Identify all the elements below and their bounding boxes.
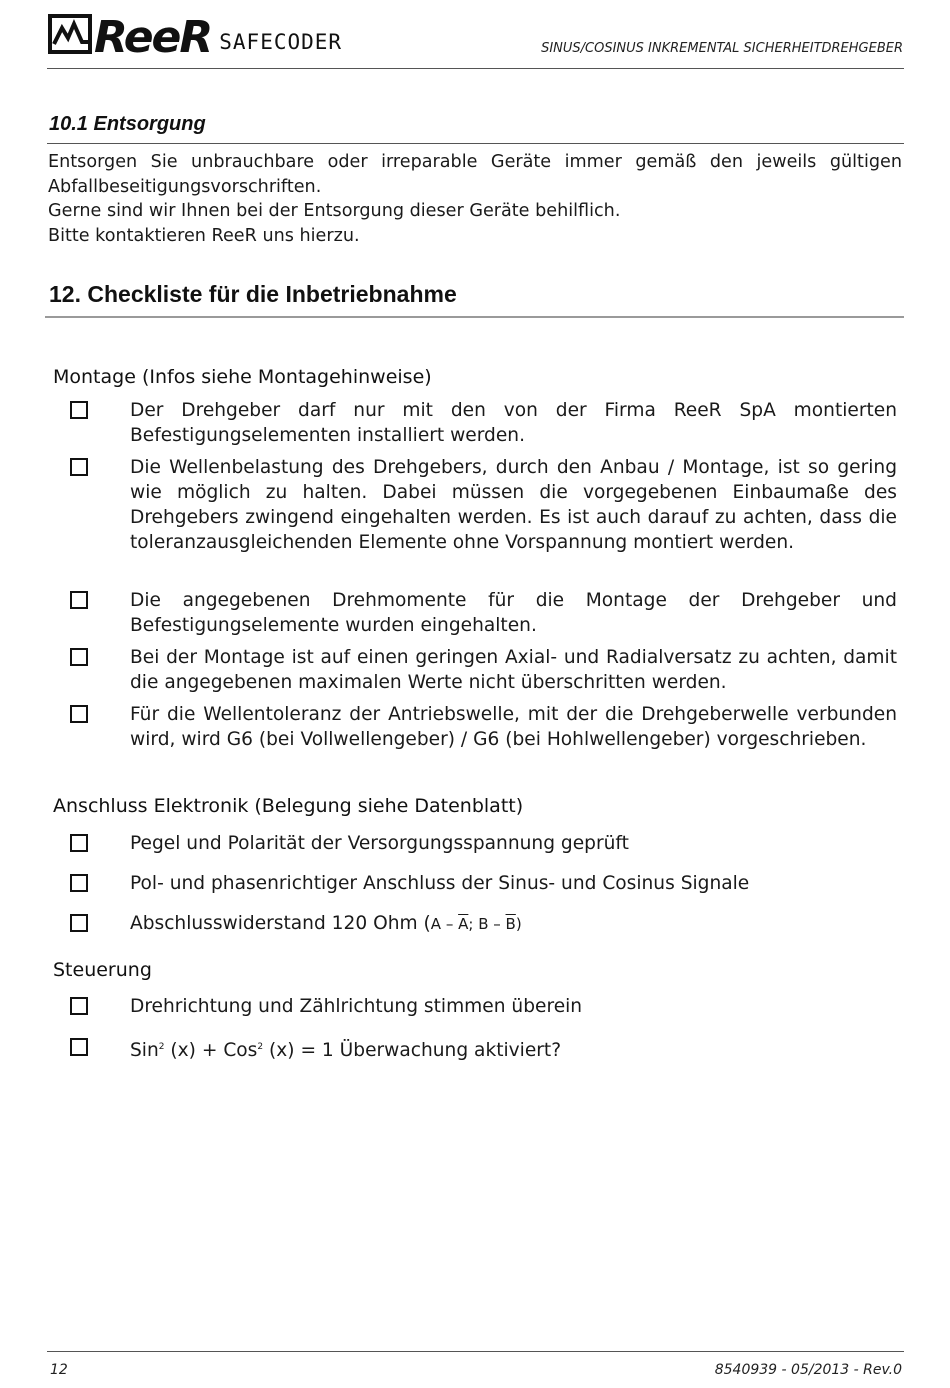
checkbox[interactable] xyxy=(70,591,88,609)
signal-b: B xyxy=(478,915,489,933)
checkbox[interactable] xyxy=(70,705,88,723)
checklist-item-text: Die Wellenbelastung des Drehgebers, durch den Anbau / Montage, ist so gering wie möglich zu halten. Dabei müssen die vorgegebenen Einbaumaße des Drehgebers zwingend eingehalten werden. Es ist auch darauf zu achten, dass die toleranzausgleichenden Elemente ohne Vorspannung montiert werden. xyxy=(130,457,897,553)
checklist-item-text: Für die Wellentoleranz der Antriebswelle, mit der die Drehgeberwelle verbunden wird, wird G6 (bei Vollwellengeber) / G6 (bei Hohlwellengeber) vorgeschrieben. xyxy=(130,704,897,750)
checklist-item[interactable] xyxy=(70,398,897,448)
checklist-item-text: Drehrichtung und Zählrichtung stimmen überein xyxy=(130,996,583,1017)
document-reference: 8540939 - 05/2013 - Rev.0 xyxy=(714,1362,902,1378)
separator: – xyxy=(488,915,506,933)
header-divider xyxy=(47,68,904,69)
reer-logo-mark-icon xyxy=(48,14,92,54)
checklist-item[interactable] xyxy=(70,994,897,1019)
checklist-item[interactable] xyxy=(70,645,897,695)
formula-exponent: 2 xyxy=(158,1042,165,1052)
formula-mid: (x) + Cos xyxy=(164,1040,258,1062)
checklist-item-text-formula xyxy=(130,1035,897,1063)
checklist-item-text: Der Drehgeber darf nur mit den von der Firma ReeR SpA montierten Befestigungselementen installiert werden. xyxy=(130,400,897,446)
separator: ; xyxy=(468,915,479,933)
disposal-line: Gerne sind wir Ihnen bei der Entsorgung dieser Geräte behilflich. xyxy=(48,201,621,222)
checkbox[interactable] xyxy=(70,648,88,666)
termination-label: Abschlusswiderstand 120 Ohm ( xyxy=(130,913,431,934)
checklist-item-text: Die angegebenen Drehmomente für die Montage der Drehgeber und Befestigungselemente wurden eingehalten. xyxy=(130,590,897,636)
checkbox[interactable] xyxy=(70,458,88,476)
checklist-item-text-termination xyxy=(130,911,897,937)
formula-rest: (x) = 1 Überwachung aktiviert? xyxy=(263,1040,562,1062)
checklist-item-text: Pegel und Polarität der Versorgungsspannung geprüft xyxy=(130,833,629,854)
formula-exponent: 2 xyxy=(257,1042,264,1052)
signal-b-inverted: $\overline{B}$ xyxy=(505,915,516,933)
checklist-item[interactable] xyxy=(70,1035,897,1063)
checklist-item[interactable] xyxy=(70,871,897,896)
group-title-electronics: Anschluss Elektronik (Belegung siehe Datenblatt) xyxy=(53,795,524,817)
checklist-item[interactable] xyxy=(70,831,897,856)
checklist-item[interactable] xyxy=(70,702,897,752)
signal-a: A xyxy=(430,915,442,933)
separator: – xyxy=(441,915,459,933)
checkbox[interactable] xyxy=(70,834,88,852)
checklist-item[interactable] xyxy=(70,588,897,638)
section-heading-checklist: 12. Checkliste für die Inbetriebnahme xyxy=(49,281,457,307)
checkbox[interactable] xyxy=(70,874,88,892)
disposal-line: Bitte kontaktieren ReeR uns hierzu. xyxy=(48,225,360,246)
signal-a-inverted: $\overline{A}$ xyxy=(458,915,469,933)
section-heading-disposal: 10.1 Entsorgung xyxy=(49,113,206,135)
group-title-text: Montage xyxy=(53,366,136,388)
checklist-item[interactable] xyxy=(70,455,897,555)
checklist-item[interactable] xyxy=(70,911,897,937)
footer-divider xyxy=(47,1351,904,1352)
checklist-divider xyxy=(45,316,904,318)
group-title-montage xyxy=(53,366,432,388)
checkbox[interactable] xyxy=(70,914,88,932)
checklist-item-text: Bei der Montage ist auf einen geringen Axial- und Radialversatz zu achten, damit die angegebenen maximalen Werte nicht überschritten werden. xyxy=(130,647,897,693)
logo-brand-text: ReeR xyxy=(94,12,212,63)
disposal-paragraph xyxy=(48,150,902,248)
checklist-item-text: Pol- und phasenrichtiger Anschluss der Sinus- und Cosinus Signale xyxy=(130,873,750,894)
termination-close: ) xyxy=(515,915,522,933)
disposal-line: Entsorgen Sie unbrauchbare oder irreparable Geräte immer gemäß den jeweils gültigen Abfallbeseitigungsvorschriften. xyxy=(48,152,902,197)
checkbox[interactable] xyxy=(70,401,88,419)
checkbox[interactable] xyxy=(70,1038,88,1056)
reer-safecoder-logo xyxy=(48,10,343,63)
section-divider xyxy=(47,143,904,144)
checkbox[interactable] xyxy=(70,997,88,1015)
formula-sin: Sin xyxy=(130,1040,159,1062)
group-subtitle-text: (Infos siehe Montagehinweise) xyxy=(135,366,432,388)
page-number: 12 xyxy=(50,1362,68,1378)
logo-product-text: SAFECODER xyxy=(219,30,343,54)
header-title: SINUS/COSINUS INKREMENTAL SICHERHEITDREHGEBER xyxy=(541,41,903,56)
group-title-control: Steuerung xyxy=(53,959,152,981)
